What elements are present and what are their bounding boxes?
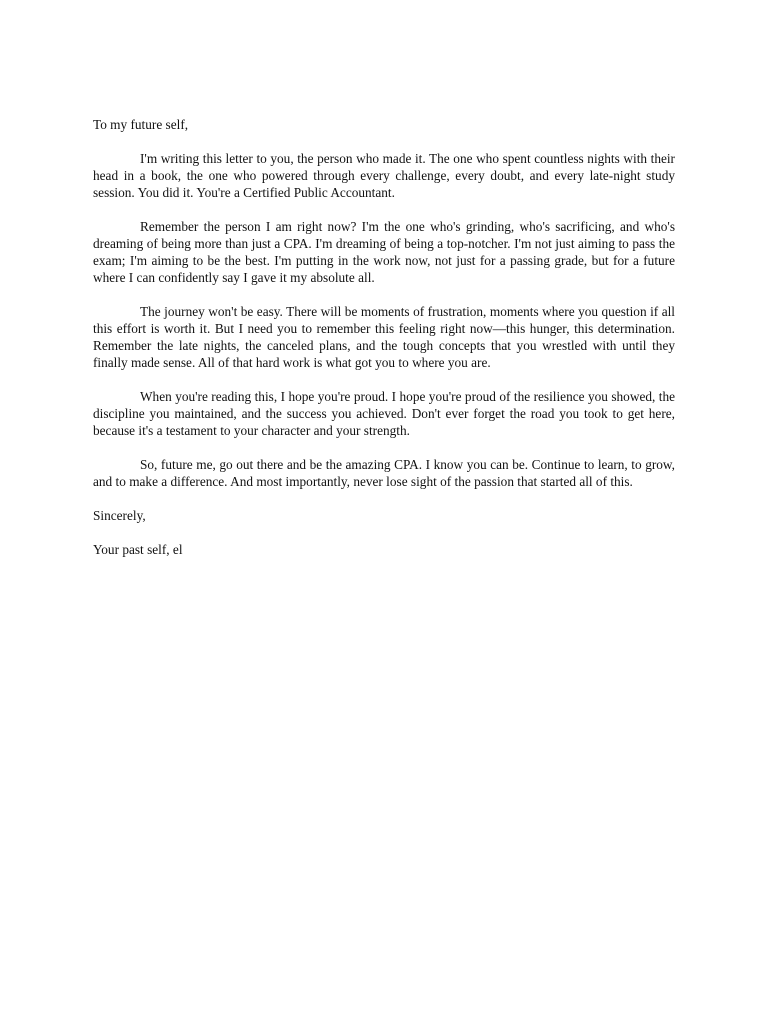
letter-document	[93, 116, 675, 558]
paragraph-3: The journey won't be easy. There will be moments of frustration, moments where you question if all this effort is worth it. But I need you to remember this feeling right now—this hunger, this determination. Remember the late nights, the canceled plans, and the tough concepts that you wrestled with until they finally made sense. All of that hard work is what got you to where you are.	[93, 304, 675, 370]
paragraph-1: I'm writing this letter to you, the person who made it. The one who spent countless nights with their head in a book, the one who powered through every challenge, every doubt, and every late-night study session. You did it. You're a Certified Public Accountant.	[93, 151, 675, 200]
signature: Your past self, el	[93, 542, 183, 557]
salutation: To my future self,	[93, 117, 189, 132]
closing: Sincerely,	[93, 508, 146, 523]
paragraph-2: Remember the person I am right now? I'm the one who's grinding, who's sacrificing, and who's dreaming of being more than just a CPA. I'm dreaming of being a top-notcher. I'm not just aiming to pass the exam; I'm aiming to be the best. I'm putting in the work now, not just for a passing grade, but for a future where I can confidently say I gave it my absolute all.	[93, 219, 675, 285]
paragraph-5: So, future me, go out there and be the amazing CPA. I know you can be. Continue to learn, to grow, and to make a difference. And most importantly, never lose sight of the passion that started all of this.	[93, 457, 675, 489]
paragraph-4: When you're reading this, I hope you're proud. I hope you're proud of the resilience you showed, the discipline you maintained, and the success you achieved. Don't ever forget the road you took to get here, because it's a testament to your character and your strength.	[93, 389, 675, 438]
